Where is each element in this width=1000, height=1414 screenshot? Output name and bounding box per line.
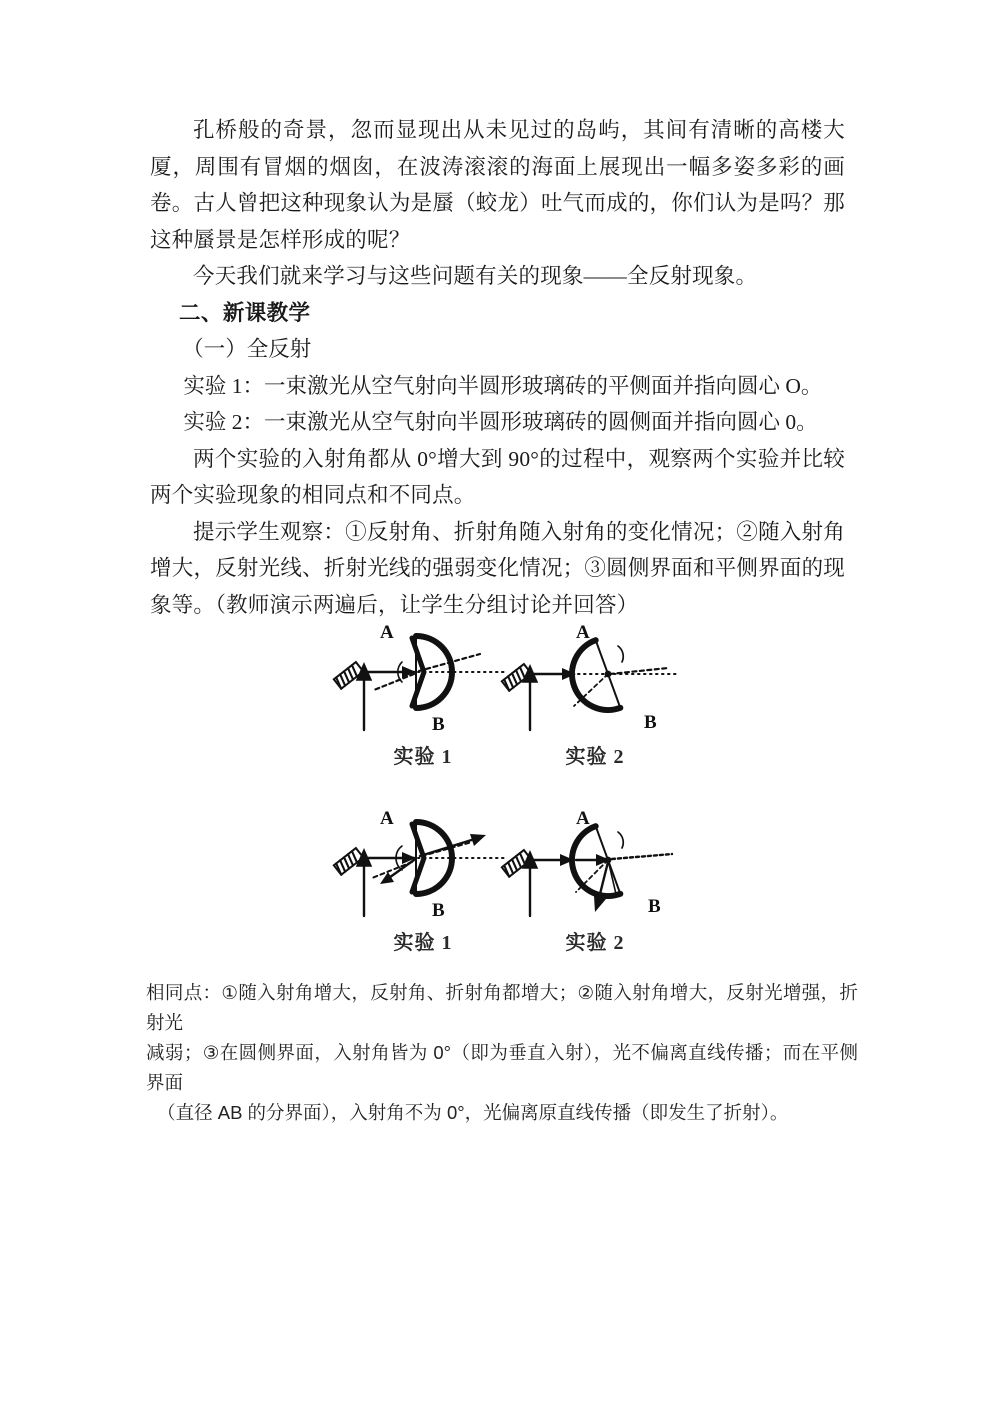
figure-caption-experiment-2: 实验 2 <box>565 932 625 954</box>
figure-row-2 <box>150 804 850 982</box>
figure-experiment-1-large-angle <box>328 804 518 982</box>
similarities-summary <box>146 978 858 1128</box>
figure-label-b: B <box>644 712 657 733</box>
figure-label-a: A <box>380 808 394 829</box>
figure-label-b: B <box>648 896 661 917</box>
figure-label-a: A <box>380 622 394 643</box>
diagram-semicircle-curved-face-small-angle <box>500 618 690 743</box>
diagram-semicircle-flat-face-large-angle <box>328 804 518 929</box>
experiment-2-statement: 实验 2：一束激光从空气射向半圆形玻璃砖的圆侧面并指向圆心 0。 <box>183 410 818 434</box>
experiment-figures <box>150 618 850 982</box>
diagram-semicircle-flat-face-small-angle <box>328 618 518 743</box>
paragraph-observation-prompts: 提示学生观察：①反射角、折射角随入射角的变化情况；②随入射角增大，反射光线、折射光线的强弱变化情况；③圆侧界面和平侧界面的现象等。（教师演示两遍后，让学生分组讨论并回答） <box>150 519 845 617</box>
figure-caption-experiment-1: 实验 1 <box>393 746 453 768</box>
experiment-1-statement: 实验 1：一束激光从空气射向半圆形玻璃砖的平侧面并指向圆心 O。 <box>183 373 823 398</box>
figure-label-b: B <box>432 714 445 735</box>
figure-row-1 <box>150 618 850 796</box>
paragraph-lesson-intro: 今天我们就来学习与这些问题有关的现象——全反射现象。 <box>193 264 758 288</box>
figure-label-b: B <box>432 900 445 921</box>
figure-label-a: A <box>576 808 590 829</box>
figure-experiment-1-small-angle <box>328 618 518 796</box>
document-text-body <box>150 112 845 623</box>
paragraph-angle-range: 两个实验的入射角都从 0°增大到 90°的过程中，观察两个实验并比较两个实验现象的相同点和不同点。 <box>150 446 845 507</box>
similarities-line-3: （直径 AB 的分界面），入射角不为 0°，光偏离原直线传播（即发生了折射）。 <box>157 1102 789 1123</box>
similarities-line-1: 相同点：①随入射角增大，反射角、折射角都增大；②随入射角增大，反射光增强，折射光 <box>146 982 858 1033</box>
diagram-semicircle-curved-face-large-angle <box>500 804 690 929</box>
figure-experiment-2-small-angle <box>500 618 690 796</box>
paragraph-mirage-description: 孔桥般的奇景，忽而显现出从未见过的岛屿，其间有清晰的高楼大厦，周围有冒烟的烟囱，在波涛滚滚的海面上展现出一幅多姿多彩的画卷。古人曾把这种现象认为是蜃（蛟龙）吐气而成的，你们认为是吗？那这种蜃景是怎样形成的呢？ <box>150 118 845 252</box>
subsection-heading-total-reflection: （一）全反射 <box>182 337 312 361</box>
figure-caption-experiment-1: 实验 1 <box>393 932 453 954</box>
figure-experiment-2-large-angle <box>500 804 690 982</box>
figure-caption-experiment-2: 实验 2 <box>565 746 625 768</box>
figure-label-a: A <box>576 622 590 643</box>
section-heading-new-lesson: 二、新课教学 <box>179 300 311 325</box>
similarities-line-2: 减弱；③在圆侧界面，入射角皆为 0°（即为垂直入射），光不偏离直线传播；而在平侧界面 <box>146 1042 858 1093</box>
